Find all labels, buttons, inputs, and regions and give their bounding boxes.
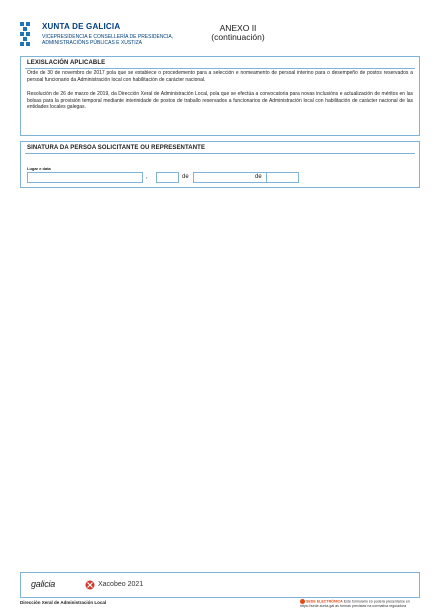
- annex-heading: [198, 24, 278, 42]
- department-name: Dirección Xeral de Administración Local: [20, 600, 107, 605]
- sede-text: Este formulario só poderá presentarse en https://sede.xunta.gal as formas previstas na normativa reguladora: [300, 599, 410, 608]
- sede-notice: [300, 599, 420, 608]
- xacobeo-icon: [85, 580, 95, 590]
- org-title: XUNTA DE GALICIA: [42, 22, 121, 31]
- org-subtitle: [42, 34, 212, 46]
- sede-label: SEDE ELECTRÓNICA: [306, 599, 343, 604]
- year-input[interactable]: [266, 172, 299, 183]
- galicia-logo: galicia: [31, 579, 56, 589]
- de-separator-2: de: [255, 174, 262, 180]
- xunta-logo-icon: [20, 22, 36, 46]
- section-divider: [25, 153, 415, 154]
- org-subtitle-line-2: ADMINISTRACIÓNS PÚBLICAS E XUSTIZA: [42, 40, 143, 46]
- legislation-section: [20, 56, 420, 136]
- document-header: [20, 18, 425, 46]
- legislation-title: LEXISLACIÓN APLICABLE: [27, 60, 106, 66]
- comma-separator: ,: [146, 174, 148, 180]
- legislation-paragraph-1: Orde de 30 de novembro de 2017 pola que se establece o procedemento para a selección e nomeamento de persoal interino para o desempeño de postos reservados a persoal funcionario da Administración local con habilitación de carácter nacional.: [27, 70, 413, 83]
- footer-logos: [20, 572, 420, 598]
- place-date-label: Lugar e data: [27, 166, 51, 171]
- legislation-paragraph-2: Resolución de 26 de marzo de 2019, da Dirección Xeral de Administración Local, pola que se efectúa a convocatoria para novas inclusións e actualización de méritos en las bolsas para la provisión temporal mediante interinidade de postos de traballo reservados a funcionarios de Administración local con habilitación de carácter nacional de las entidades locales galegas.: [27, 91, 413, 111]
- place-input[interactable]: [27, 172, 143, 183]
- de-separator-1: de: [182, 174, 189, 180]
- signature-title: SINATURA DA PERSOA SOLICITANTE OU REPRESENTANTE: [27, 145, 206, 151]
- day-input[interactable]: [156, 172, 179, 183]
- org-subtitle-line-1: VICEPRESIDENCIA E CONSELLERÍA DE PRESIDENCIA,: [42, 34, 174, 40]
- xacobeo-label: Xacobeo 2021: [98, 581, 144, 588]
- signature-section: [20, 141, 420, 188]
- annex-title: ANEXO II: [219, 23, 257, 33]
- annex-subtitle: (continuación): [211, 32, 265, 42]
- section-divider: [25, 68, 415, 69]
